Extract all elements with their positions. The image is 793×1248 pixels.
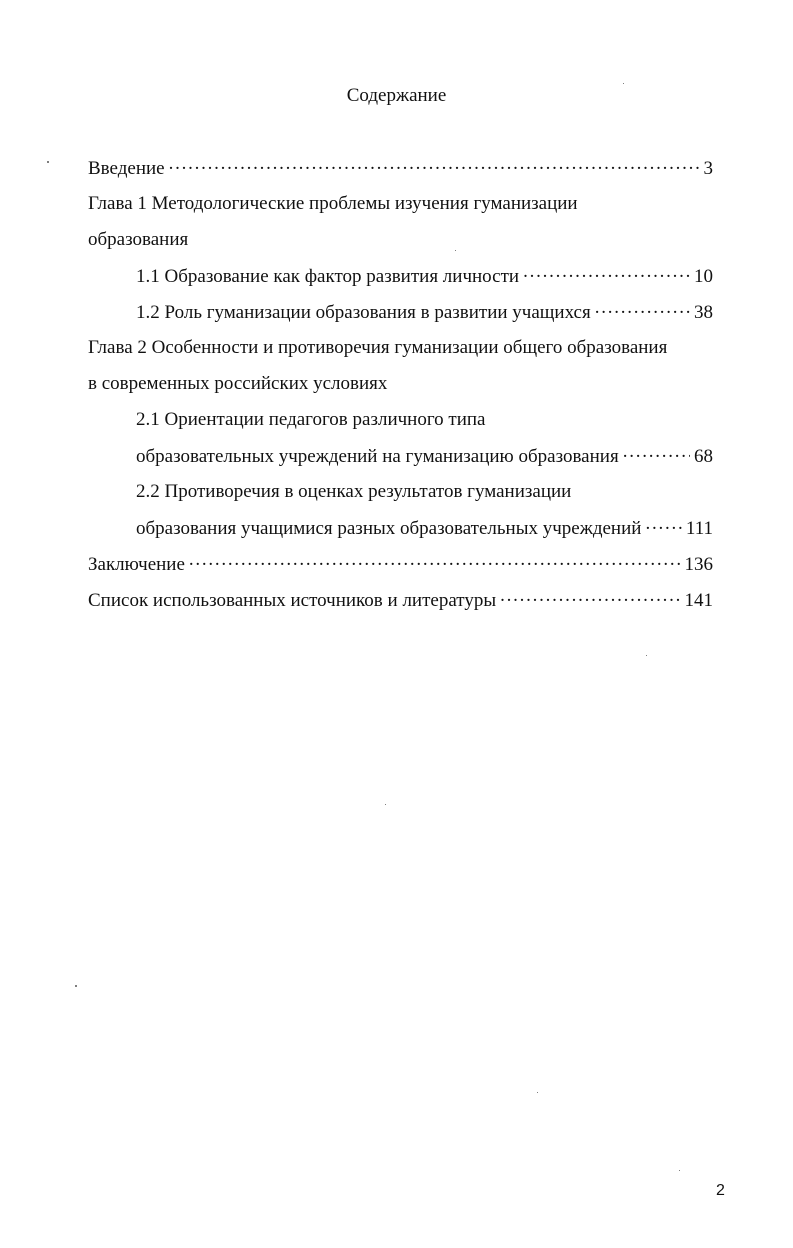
toc-leader-dots bbox=[169, 154, 700, 174]
toc-entry-text: Глава 2 Особенности и противоречия гуманизации общего образования bbox=[88, 337, 668, 358]
toc-entry-section-2-1-continued bbox=[88, 442, 713, 478]
toc-entry-text: Список использованных источников и литературы bbox=[88, 590, 497, 611]
toc-entry-text: образования учащимися разных образовательных учреждений bbox=[136, 518, 642, 539]
toc-entry-text: 1.1 Образование как фактор развития личности bbox=[136, 266, 520, 287]
toc-entry-section-2-2-continued bbox=[88, 514, 713, 550]
scan-speck bbox=[75, 985, 77, 987]
scan-speck bbox=[47, 161, 49, 163]
toc-leader-dots bbox=[523, 262, 690, 282]
toc-entry-section-1-1 bbox=[88, 262, 713, 298]
scan-speck bbox=[455, 250, 456, 251]
toc-leader-dots bbox=[595, 298, 690, 318]
toc-entry-introduction bbox=[88, 154, 713, 190]
toc-leader-dots bbox=[645, 514, 681, 534]
toc-entry-page: 111 bbox=[685, 518, 713, 539]
toc-entry-page: 38 bbox=[694, 302, 713, 323]
scan-speck bbox=[537, 1092, 538, 1093]
toc-entry-page: 68 bbox=[694, 446, 713, 467]
scan-speck bbox=[623, 83, 624, 84]
toc-entry-text: Введение bbox=[88, 158, 165, 179]
toc-entry-section-2-1 bbox=[88, 406, 713, 442]
toc-entry-chapter-2 bbox=[88, 334, 713, 370]
toc-entry-text: в современных российских условиях bbox=[88, 373, 388, 394]
table-of-contents bbox=[88, 154, 713, 622]
page-title: Содержание bbox=[346, 85, 447, 106]
toc-leader-dots bbox=[189, 550, 681, 570]
toc-leader-dots bbox=[623, 442, 690, 462]
toc-entry-text: 2.2 Противоречия в оценках результатов гуманизации bbox=[136, 481, 572, 502]
toc-entry-text: 2.1 Ориентации педагогов различного типа bbox=[136, 409, 486, 430]
toc-entry-page: 3 bbox=[703, 158, 713, 179]
scan-speck bbox=[679, 1170, 680, 1171]
scan-speck bbox=[646, 655, 647, 656]
toc-entry-page: 141 bbox=[684, 590, 713, 611]
toc-entry-text: образовательных учреждений на гуманизацию образования bbox=[136, 446, 619, 467]
toc-entry-page: 10 bbox=[694, 266, 713, 287]
toc-entry-chapter-1-continued bbox=[88, 226, 713, 262]
toc-entry-text: 1.2 Роль гуманизации образования в развитии учащихся bbox=[136, 302, 591, 323]
toc-entry-text: образования bbox=[88, 229, 189, 250]
toc-entry-conclusion bbox=[88, 550, 713, 586]
toc-entry-chapter-1 bbox=[88, 190, 713, 226]
toc-entry-text: Глава 1 Методологические проблемы изучения гуманизации bbox=[88, 193, 578, 214]
toc-entry-text: Заключение bbox=[88, 554, 185, 575]
toc-entry-section-2-2 bbox=[88, 478, 713, 514]
page-number: 2 bbox=[716, 1182, 725, 1199]
toc-entry-chapter-2-continued bbox=[88, 370, 713, 406]
toc-entry-page: 136 bbox=[684, 554, 713, 575]
toc-leader-dots bbox=[500, 586, 680, 606]
scan-speck bbox=[385, 804, 386, 805]
toc-entry-section-1-2 bbox=[88, 298, 713, 334]
toc-entry-bibliography bbox=[88, 586, 713, 622]
